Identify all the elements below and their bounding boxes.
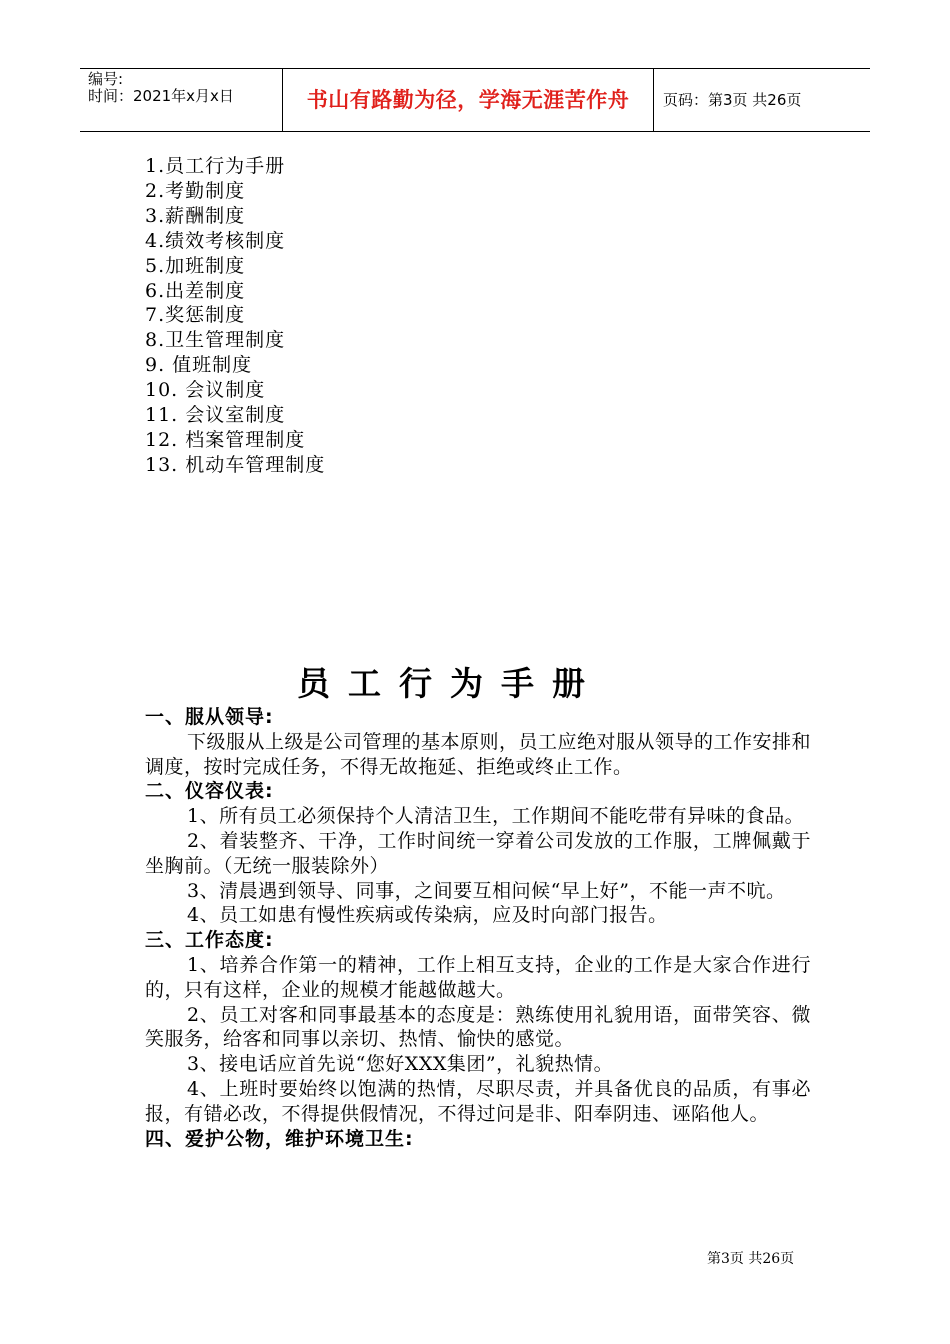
table-of-contents bbox=[145, 154, 325, 478]
paragraph: 3、清晨遇到领导、同事，之间要互相问候“早上好”，不能一声不吭。 bbox=[187, 879, 786, 902]
paragraph: 1、所有员工必须保持个人清洁卫生，工作期间不能吃带有异味的食品。 bbox=[187, 805, 805, 828]
header-meta-cell bbox=[80, 69, 283, 131]
document-title: 员工行为手册 bbox=[297, 664, 603, 703]
page-header bbox=[80, 68, 870, 132]
paragraph: 下级服从上级是公司管理的基本原则，员工应绝对服从领导的工作安排和调度，按时完成任务，不得无故拖延、拒绝或终止工作。 bbox=[145, 730, 812, 778]
toc-item: 13. 机动车管理制度 bbox=[145, 453, 326, 476]
toc-item: 11. 会议室制度 bbox=[145, 404, 286, 427]
time-label: 时间：2021年x月x日 bbox=[88, 87, 234, 105]
document-body bbox=[145, 705, 811, 1151]
paragraph: 2、着装整齐、干净，工作时间统一穿着公司发放的工作服，工牌佩戴于坐胸前。（无统一服装除外） bbox=[145, 829, 811, 877]
toc-item: 2.考勤制度 bbox=[145, 179, 246, 202]
toc-item: 3.薪酬制度 bbox=[145, 204, 246, 227]
section-heading: 三、工作态度: bbox=[145, 929, 274, 952]
paragraph: 2、员工对客和同事最基本的态度是：熟练使用礼貌用语，面带笑容、微笑服务，给客和同事以亲切、热情、愉快的感觉。 bbox=[145, 1003, 811, 1051]
toc-item: 8.卫生管理制度 bbox=[145, 329, 286, 352]
toc-item: 1.员工行为手册 bbox=[145, 155, 286, 177]
paragraph: 4、上班时要始终以饱满的热情，尽职尽责，并具备优良的品质，有事必报，有错必改，不得提供假情况，不得过问是非、阳奉阴违、诬陷他人。 bbox=[145, 1077, 811, 1125]
toc-item: 10. 会议制度 bbox=[145, 379, 266, 402]
toc-item: 5.加班制度 bbox=[145, 254, 246, 277]
page-footer: 第3页 共26页 bbox=[707, 1251, 795, 1267]
toc-item: 4.绩效考核制度 bbox=[145, 229, 286, 252]
header-page-label: 页码：第3页 共26页 bbox=[663, 91, 802, 109]
toc-item: 7.奖惩制度 bbox=[145, 304, 246, 327]
toc-item: 9. 值班制度 bbox=[145, 354, 253, 377]
paragraph: 4、员工如患有慢性疾病或传染病，应及时向部门报告。 bbox=[187, 904, 668, 927]
toc-item: 6.出差制度 bbox=[145, 279, 246, 302]
header-motto: 书山有路勤为径，学海无涯苦作舟 bbox=[283, 69, 654, 131]
toc-item: 12. 档案管理制度 bbox=[145, 428, 306, 451]
paragraph: 3、接电话应首先说“您好XXX集团”，礼貌热情。 bbox=[187, 1053, 614, 1076]
section-heading: 二、仪容仪表: bbox=[145, 780, 274, 803]
paragraph: 1、培养合作第一的精神，工作上相互支持，企业的工作是大家合作进行的，只有这样，企业的规模才能越做越大。 bbox=[145, 953, 811, 1001]
number-label: 编号: bbox=[88, 70, 124, 88]
section-heading: 四、爱护公物，维护环境卫生: bbox=[145, 1127, 414, 1150]
section-heading: 一、服从领导: bbox=[145, 706, 274, 728]
